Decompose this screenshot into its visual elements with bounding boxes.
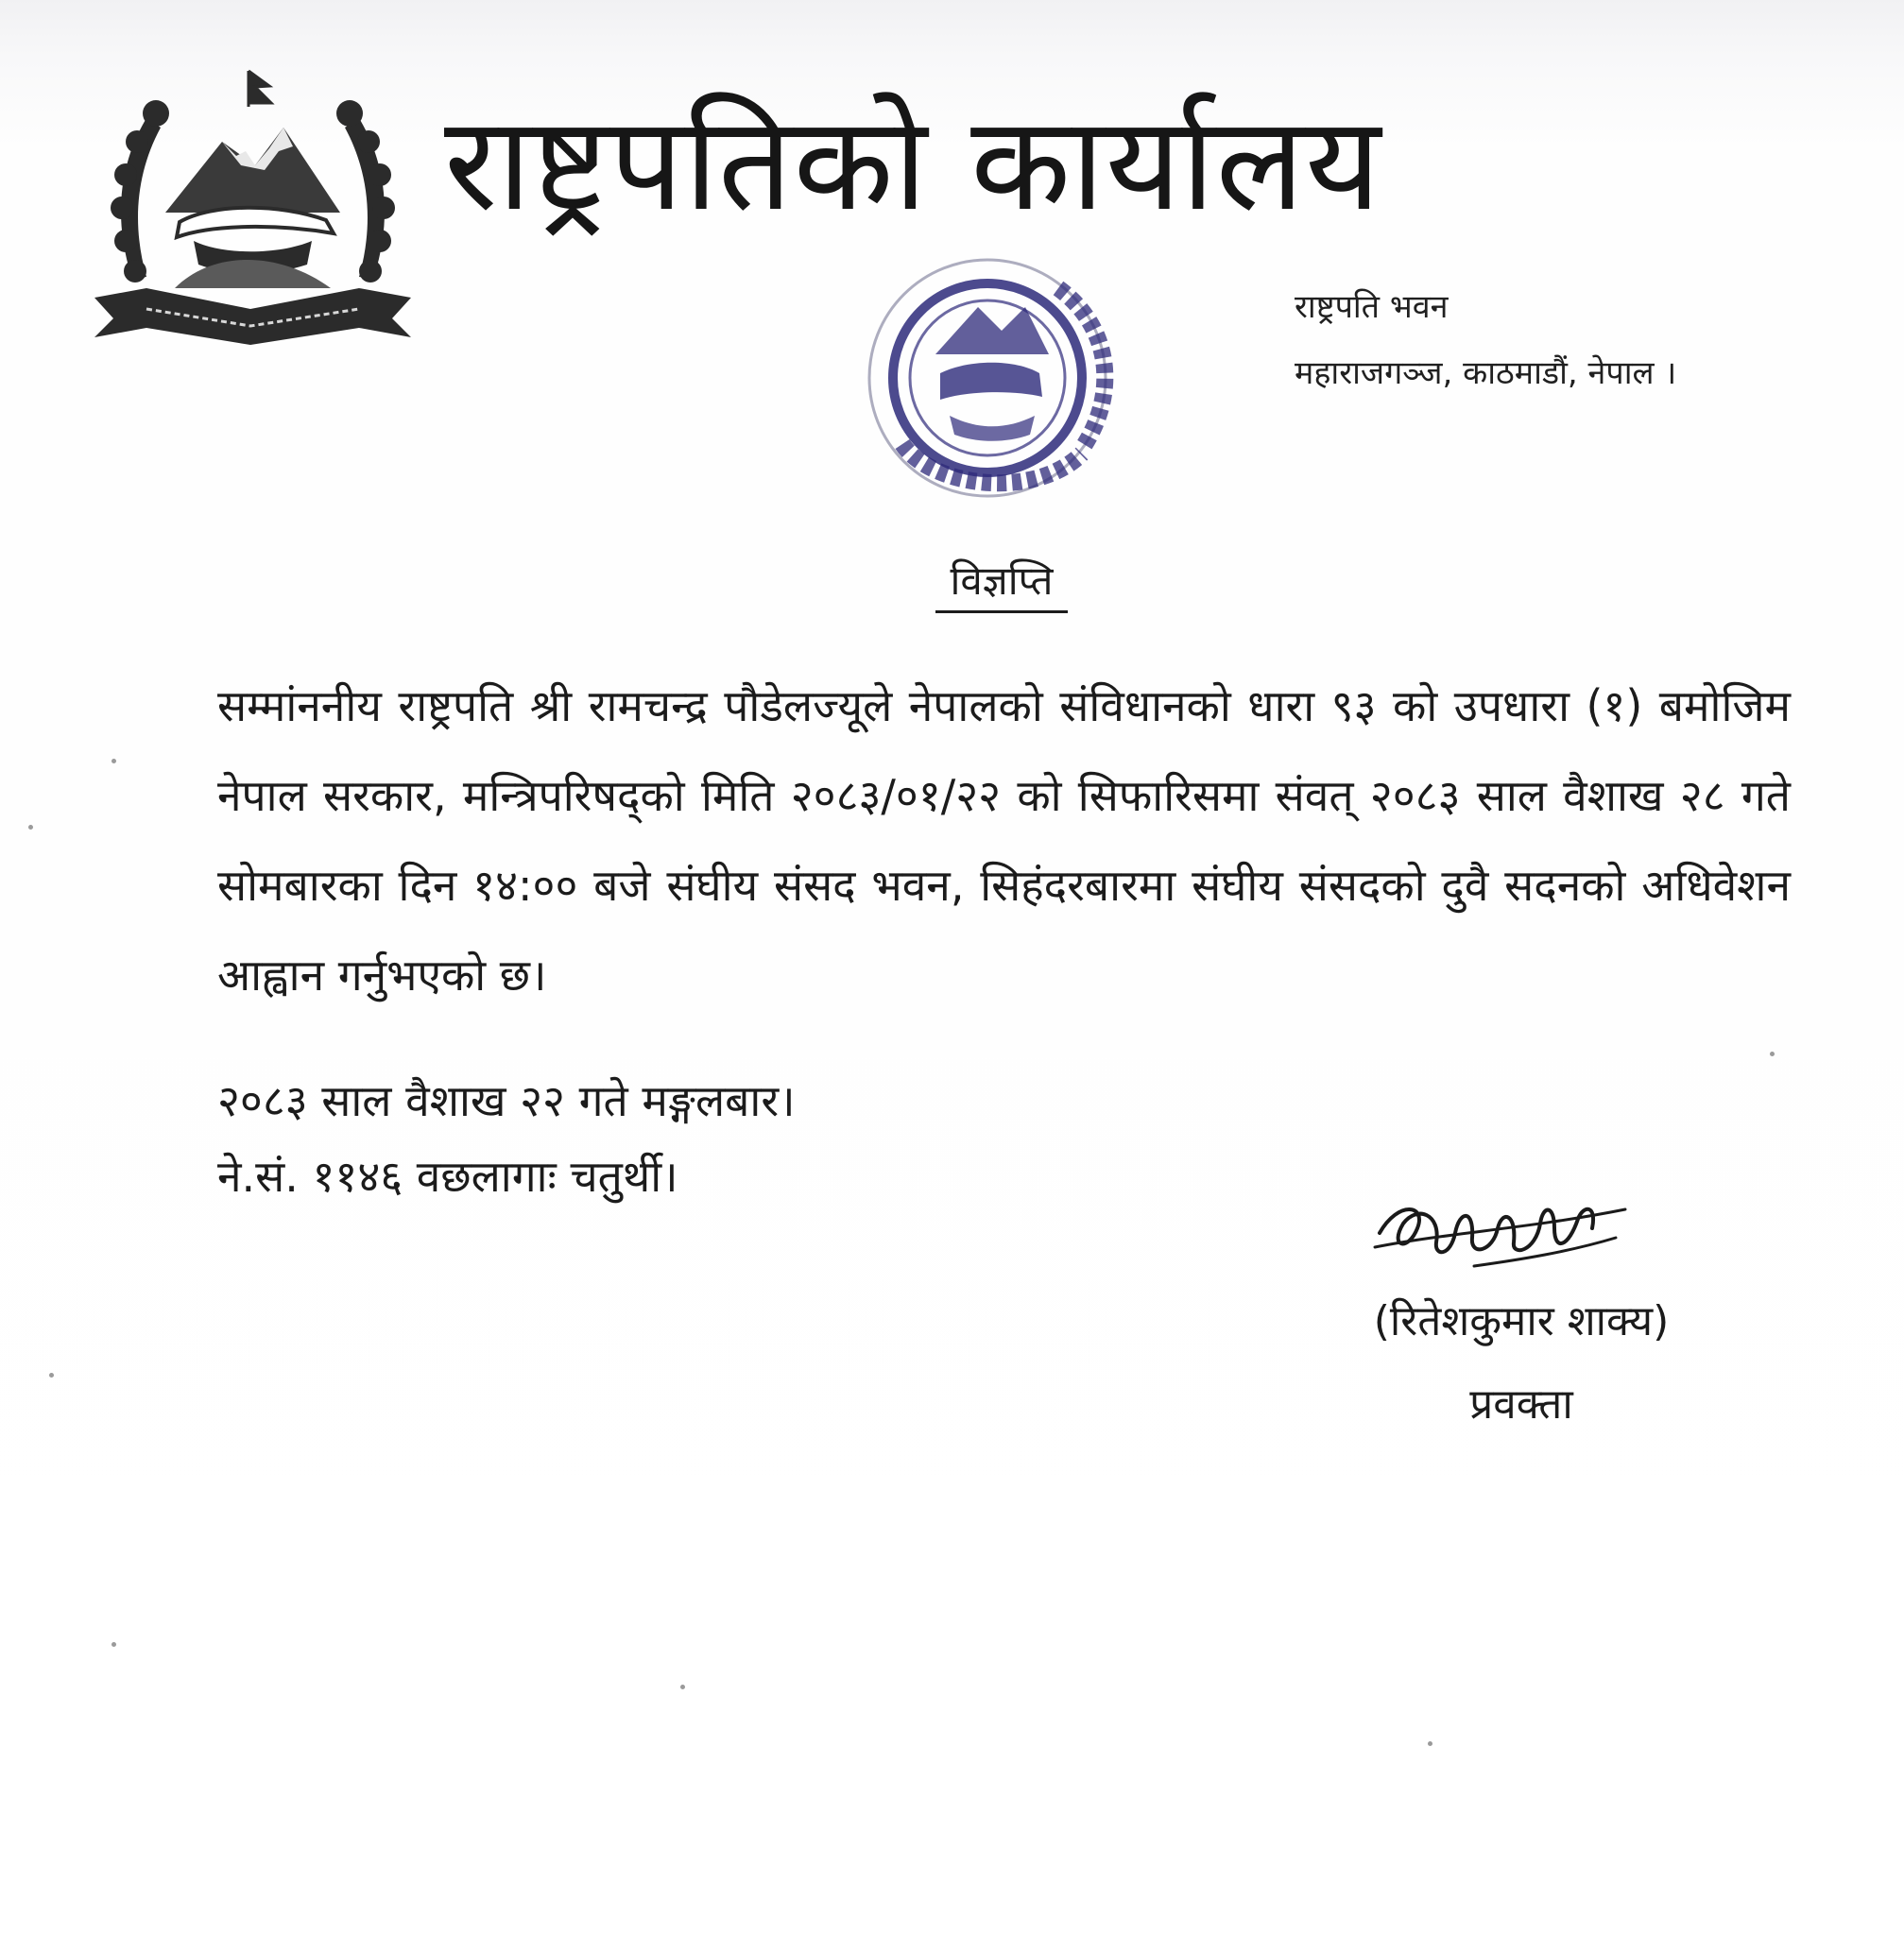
notice-body: सम्मांननीय राष्ट्रपति श्री रामचन्द्र पौडेलज्यूले नेपालको संविधानको धारा ९३ को उपधारा (१) बमोजिम नेपाल सरकार, मन्त्रिपरिषद्को मिति २०८३/०१/२२ को सिफारिसमा संवत् २०८३ साल वैशाख २८ गते सोमबारका दिन १४:०० बजे संघीय संसद भवन, सिहंदरबारमा संघीय संसदको दुवै सदनको अधिवेशन आह्वान गर्नुभएको छ। — [217, 680, 1791, 1001]
scan-speck — [28, 825, 33, 830]
signatory-name: (रितेशकुमार शाक्य) — [1373, 1297, 1670, 1345]
address-line-2: महाराजगञ्ज, काठमाडौं, नेपाल । — [1295, 354, 1677, 392]
nepal-sambat-date: ने.सं. ११४६ वछलागाः चतुर्थी। — [217, 1151, 678, 1202]
date-block — [217, 1063, 796, 1214]
signatory-block — [1332, 1280, 1710, 1447]
notice-heading: विज्ञप्ति — [935, 553, 1068, 613]
scan-speck — [49, 1373, 54, 1378]
scan-speck — [1770, 1052, 1775, 1056]
office-seal-stamp-icon — [846, 241, 1167, 515]
scan-speck — [111, 1642, 116, 1647]
signatory-title: प्रवक्ता — [1469, 1380, 1573, 1429]
scan-speck — [680, 1685, 685, 1689]
scan-speck — [1428, 1741, 1432, 1746]
bikram-sambat-date: २०८३ साल वैशाख २२ गते मङ्गलबार। — [217, 1075, 796, 1126]
scan-speck — [111, 759, 116, 763]
handwritten-signature-icon — [1361, 1176, 1635, 1290]
office-address — [1295, 274, 1676, 406]
office-title: राष्ट्रपतिको कार्यालय — [444, 88, 1382, 240]
address-line-1: राष्ट्रपति भवन — [1295, 288, 1449, 326]
nepal-emblem-icon — [90, 61, 416, 354]
